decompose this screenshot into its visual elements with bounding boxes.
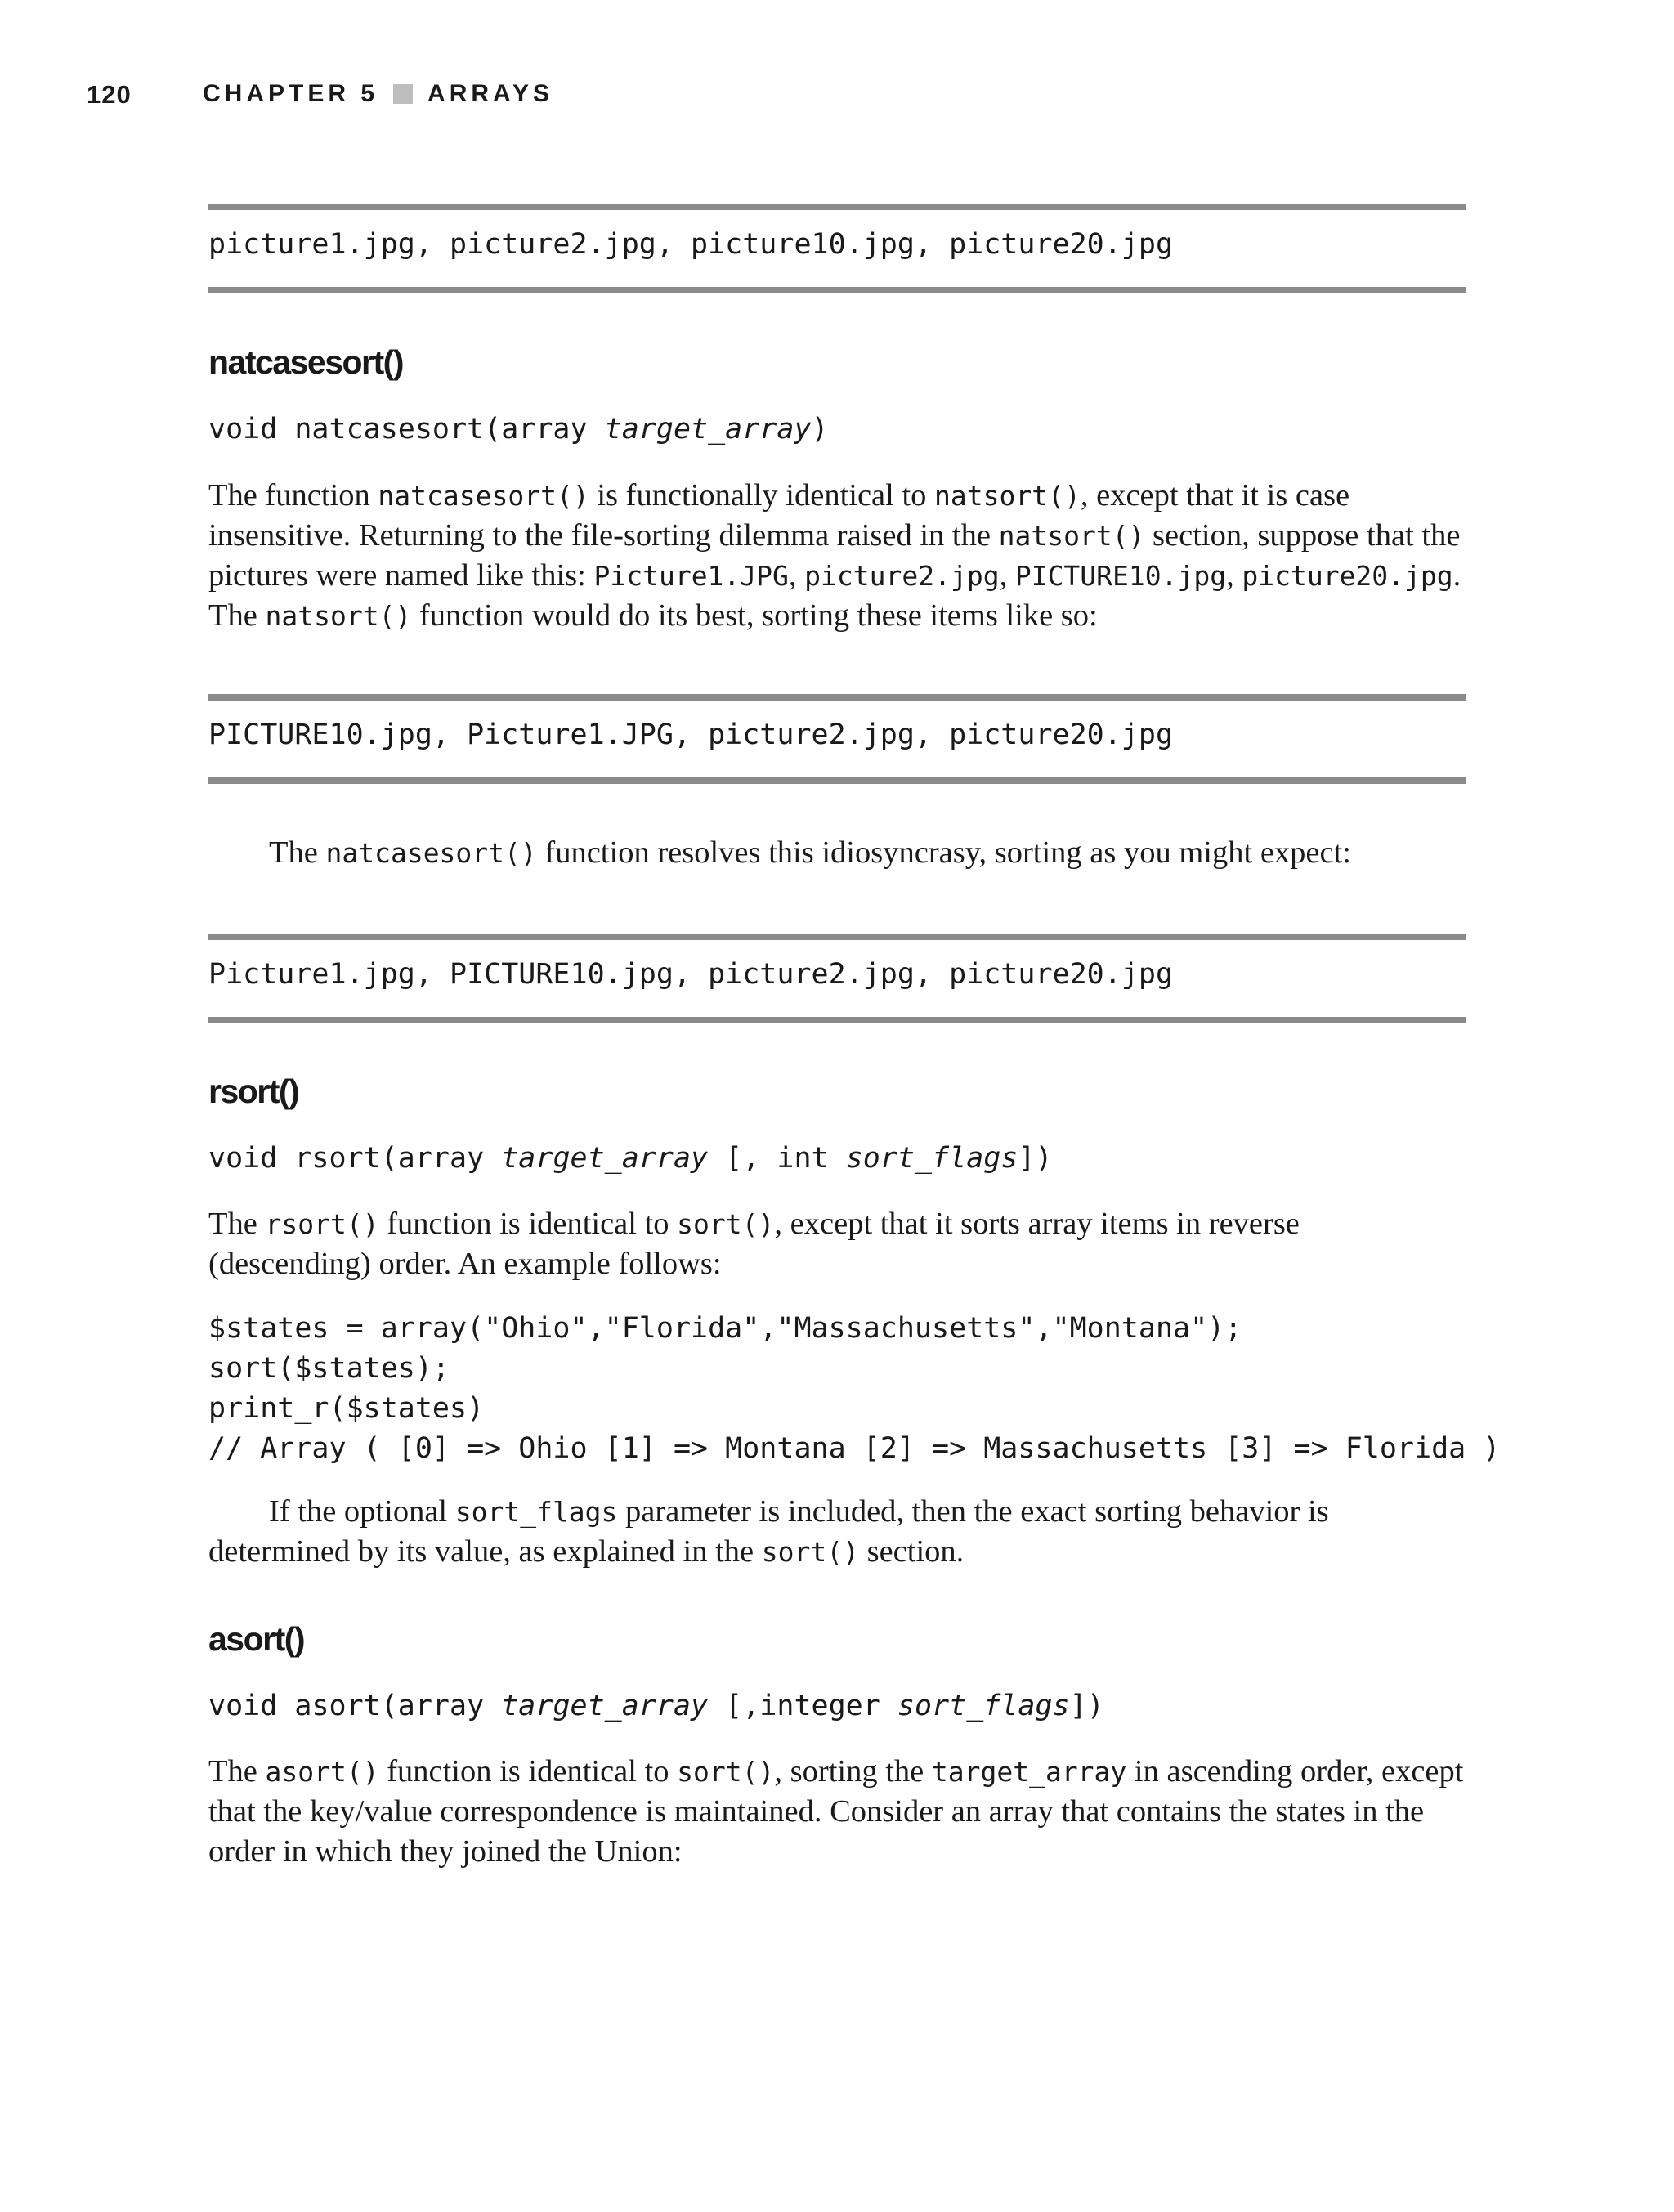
section-heading-rsort: rsort() (208, 1072, 299, 1110)
synopsis-param: sort_flags (845, 1142, 1018, 1175)
code-line: picture1.jpg, picture2.jpg, picture10.jpg, picture20.jpg (208, 228, 1174, 261)
paragraph: The natcasesort() function resolves this idiosyncrasy, sorting as you might expect: (269, 835, 1351, 870)
header-separator-square (393, 84, 413, 104)
code-box (208, 204, 1466, 293)
code-line: // Array ( [0] => Ohio [1] => Montana [2] => Massachusetts [3] => Florida ) (208, 1432, 1501, 1465)
synopsis-param: sort_flags (897, 1690, 1070, 1722)
paragraph: If the optional sort_flags parameter is included, then the exact sorting behavior is determined by its value, as explained in the sort() section. (208, 1494, 1329, 1569)
chapter-label: CHAPTER 5 (203, 80, 379, 107)
section-heading-asort: asort() (208, 1620, 305, 1658)
code-line: sort($states); (208, 1352, 450, 1385)
code-box (208, 934, 1466, 1023)
section-heading-natcasesort: natcasesort() (208, 343, 403, 381)
paragraph: The function natcasesort() is functionally identical to natsort(), except that it is case insensitive. Returning to the file-sorting dilemma raised in the natsort() section, suppose that the pictures were named like this: Picture1.JPG, picture2.jpg, PICTURE10.jpg, picture20.jpg. The natsort() function would do its best, sorting these items like so: (208, 478, 1461, 633)
code-listing (208, 1309, 1500, 1469)
paragraph: The rsort() function is identical to sort(), except that it sorts array items in reverse (descending) order. An example follows: (208, 1207, 1300, 1281)
function-synopsis (208, 413, 829, 446)
running-header (203, 80, 553, 108)
function-synopsis: void asort(array target_array [,integer sort_flags]) (208, 1690, 1104, 1722)
synopsis-param: target_array (604, 413, 812, 446)
synopsis-param: target_array (501, 1690, 709, 1722)
page-number: 120 (87, 80, 132, 109)
synopsis-param: target_array (501, 1142, 709, 1175)
synopsis-text: ) (811, 413, 829, 446)
code-line: print_r($states) (208, 1392, 485, 1425)
chapter-title: ARRAYS (427, 80, 553, 107)
code-line: Picture1.jpg, PICTURE10.jpg, picture2.jpg, picture20.jpg (208, 958, 1174, 991)
synopsis-text: void natcasesort(array (208, 413, 605, 446)
code-line: $states = array("Ohio","Florida","Massachusetts","Montana"); (208, 1312, 1242, 1345)
paragraph: The asort() function is identical to sort(), sorting the target_array in ascending order, except that the key/value correspondence is maintained. Consider an array that contains the states in the order in which they joined the Union: (208, 1754, 1464, 1869)
code-line: PICTURE10.jpg, Picture1.JPG, picture2.jpg, picture20.jpg (208, 719, 1174, 751)
function-synopsis: void rsort(array target_array [, int sort_flags]) (208, 1142, 1053, 1175)
code-box (208, 694, 1466, 784)
